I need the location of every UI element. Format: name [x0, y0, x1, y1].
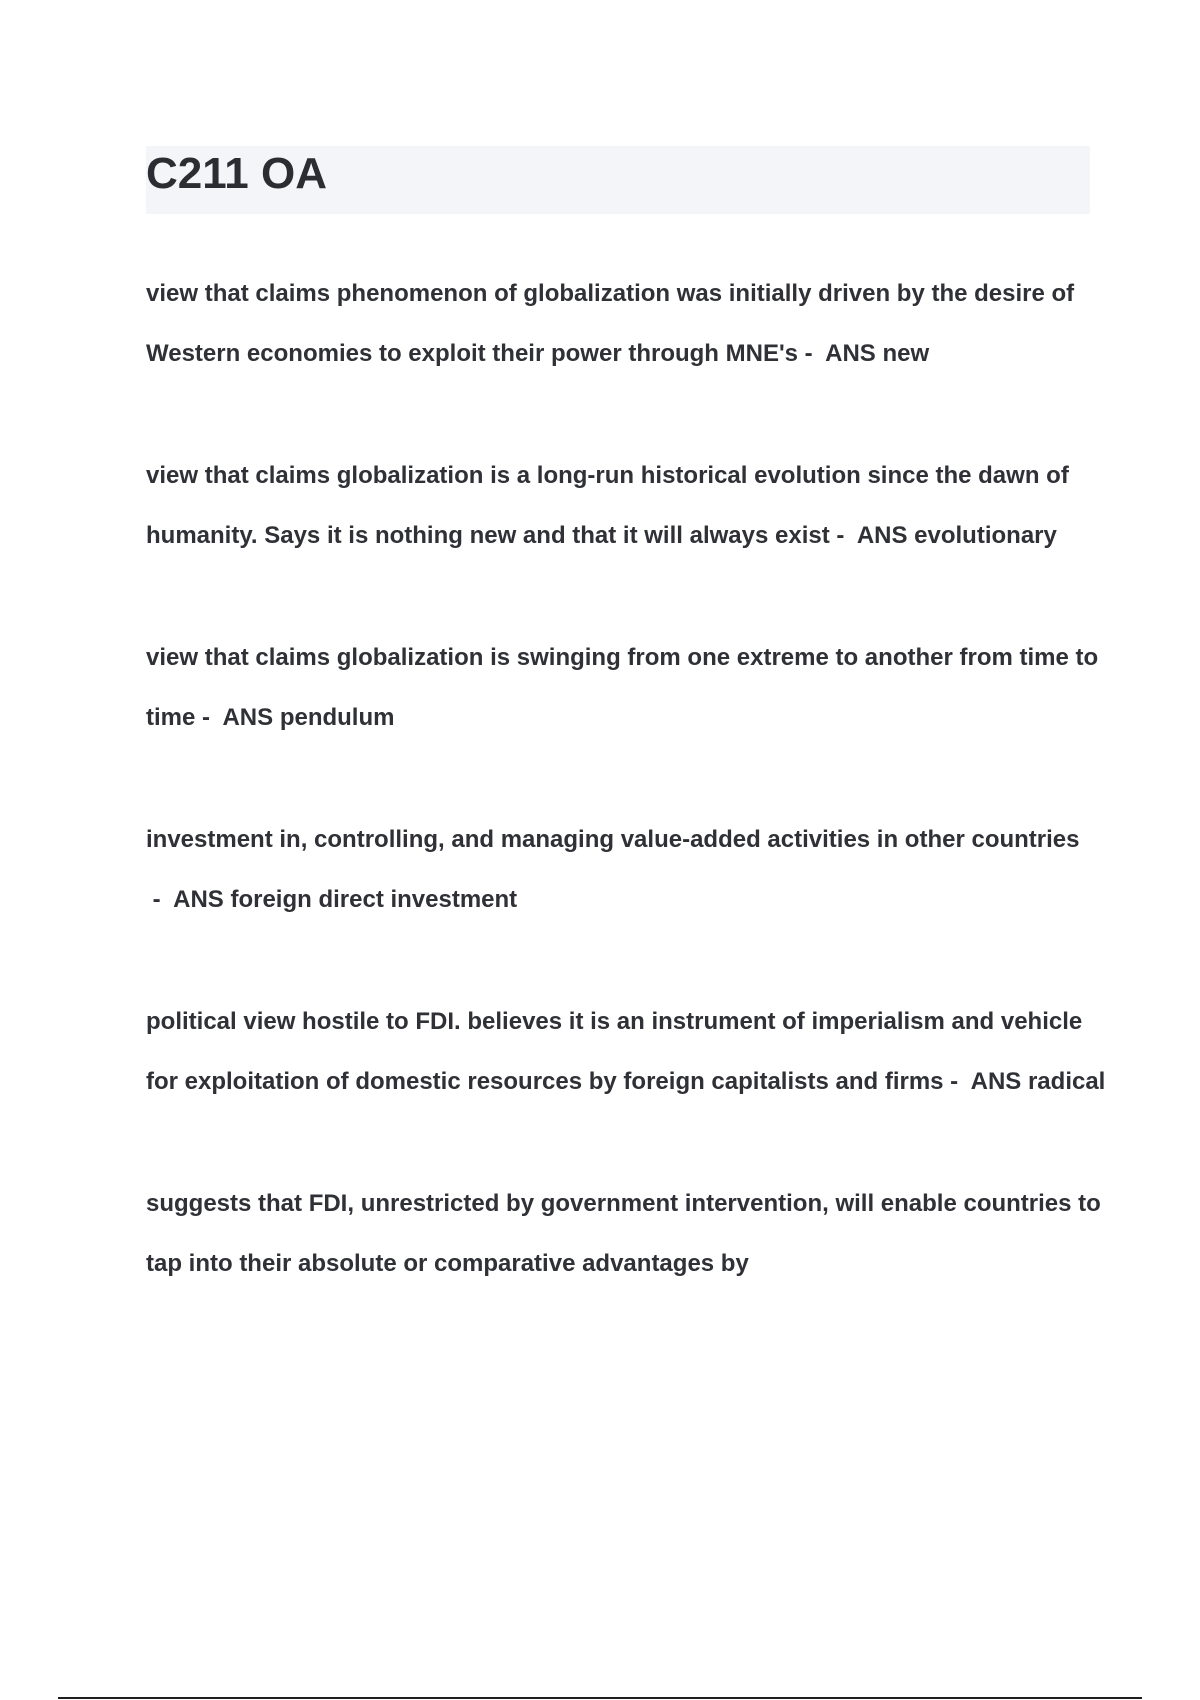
- answer-separator: -: [829, 522, 857, 549]
- answer-separator: -: [146, 886, 174, 913]
- qa-list: [146, 264, 1106, 1356]
- qa-item: [146, 810, 1106, 930]
- qa-item: [146, 446, 1106, 566]
- title-banner: [146, 146, 1090, 214]
- question-text: political view hostile to FDI. believes it is an instrument of imperialism and vehicle for exploitation of domestic resources by foreign capitalists and firms: [146, 1008, 1083, 1095]
- question-text: investment in, controlling, and managing value-added activities in other countries: [146, 826, 1080, 853]
- page-footer-divider: [58, 1697, 1142, 1699]
- question-text: view that claims phenomenon of globalization was initially driven by the desire of Western economies to exploit their power through MNE's: [146, 280, 1075, 367]
- answer-prefix: ANS: [222, 704, 274, 731]
- answer-text: radical: [1027, 1068, 1106, 1095]
- document-title: C211 OA: [146, 149, 327, 198]
- answer-separator: -: [943, 1068, 971, 1095]
- answer-prefix: ANS: [856, 522, 908, 549]
- qa-item-partial: [146, 1174, 1106, 1294]
- answer-separator: -: [195, 704, 223, 731]
- answer-separator: -: [798, 340, 826, 367]
- answer-prefix: ANS: [173, 886, 224, 913]
- answer-text: foreign direct investment: [230, 886, 518, 913]
- answer-text: evolutionary: [914, 522, 1057, 549]
- qa-item: [146, 264, 1106, 384]
- question-text: view that claims globalization is swinging from one extreme to another from time to time: [146, 644, 1099, 731]
- question-text: suggests that FDI, unrestricted by government intervention, will enable countries to tap into their absolute or comparative advantages by: [146, 1190, 1101, 1277]
- answer-prefix: ANS: [825, 340, 876, 367]
- qa-item: [146, 992, 1106, 1112]
- question-text: view that claims globalization is a long-run historical evolution since the dawn of humanity. Says it is nothing new and that it will always exist: [146, 462, 1069, 549]
- qa-item: [146, 628, 1106, 748]
- answer-prefix: ANS: [970, 1068, 1022, 1095]
- answer-text: new: [882, 340, 930, 367]
- answer-space: [1021, 1068, 1028, 1095]
- answer-space: [273, 704, 280, 731]
- answer-text: pendulum: [279, 704, 395, 731]
